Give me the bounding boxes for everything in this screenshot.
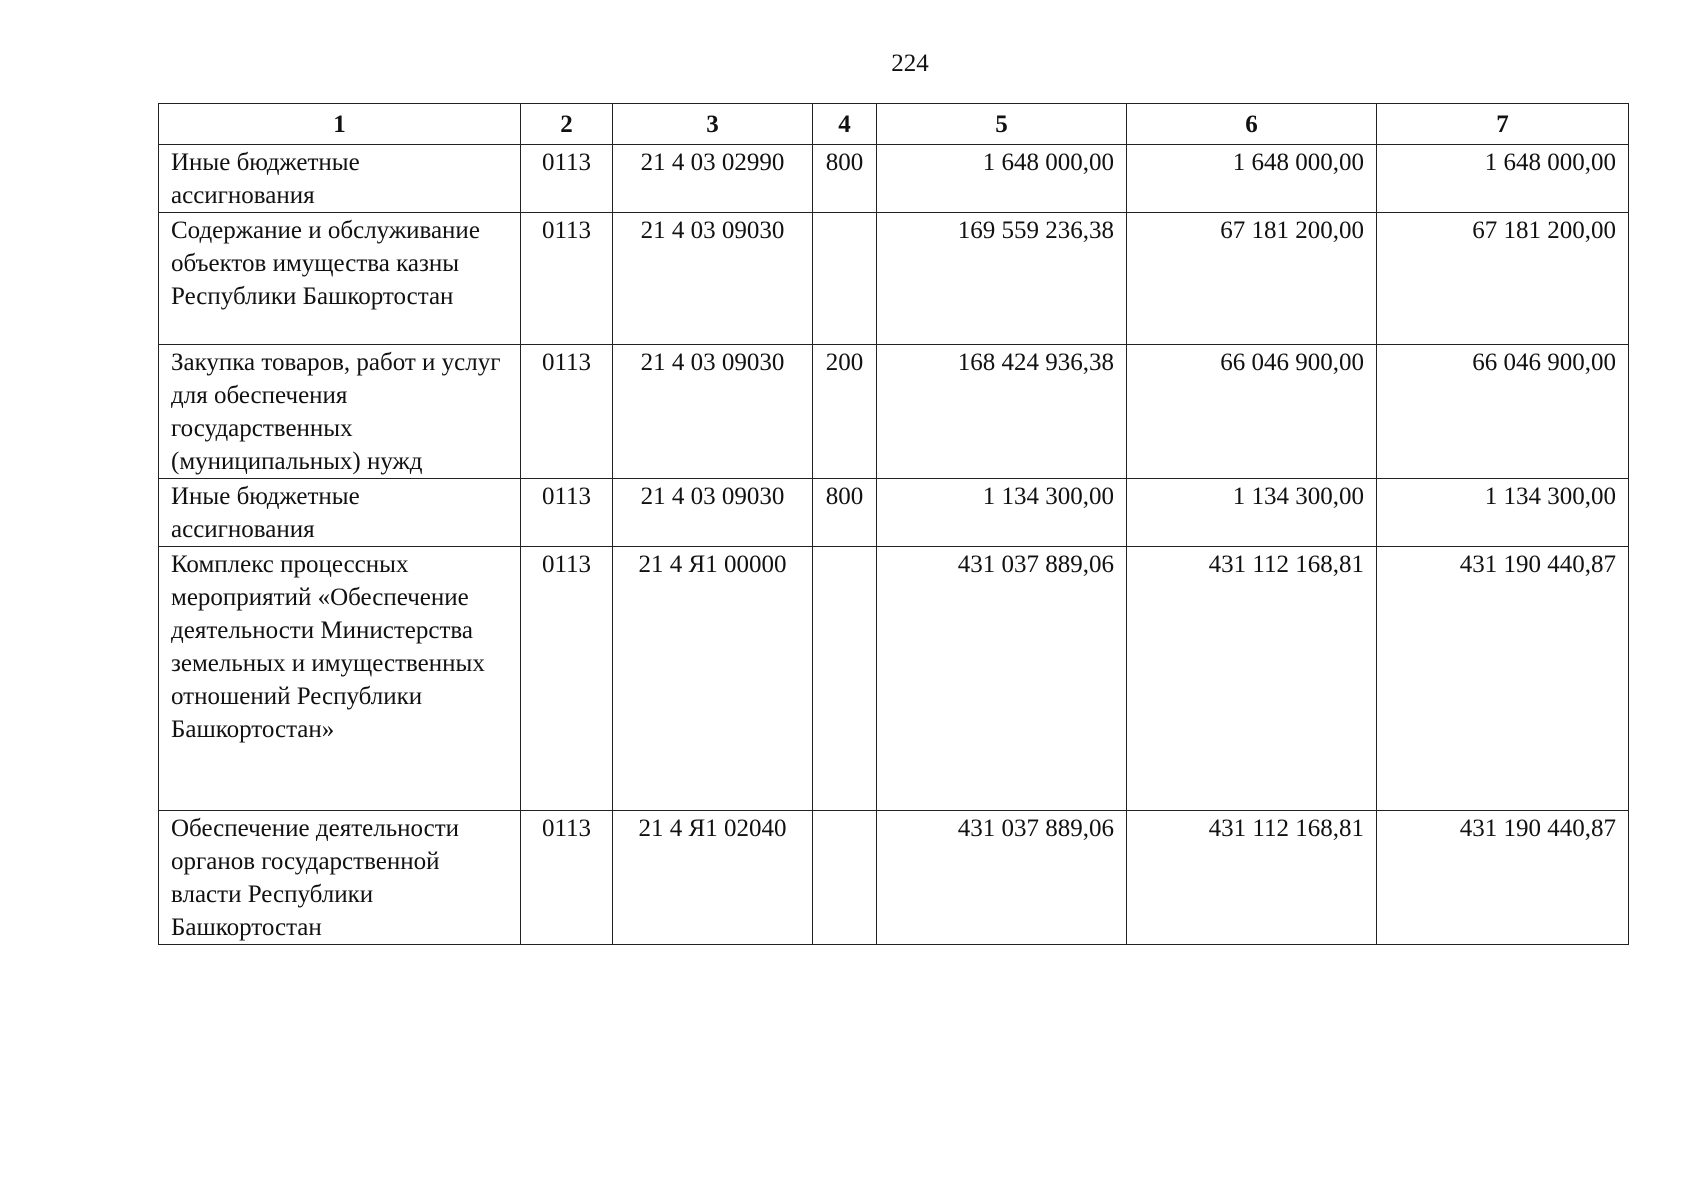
column-header: 1 (159, 104, 521, 145)
column-header: 5 (877, 104, 1127, 145)
row-value-7: 431 190 440,87 (1377, 811, 1629, 945)
row-value-7: 1 648 000,00 (1377, 145, 1629, 213)
table-row (159, 145, 1629, 213)
row-value-5: 169 559 236,38 (877, 213, 1127, 345)
row-value-6: 431 112 168,81 (1127, 547, 1377, 811)
row-value-5: 431 037 889,06 (877, 547, 1127, 811)
header-row (159, 104, 1629, 145)
row-target: 21 4 03 09030 (613, 479, 813, 547)
row-value-7: 67 181 200,00 (1377, 213, 1629, 345)
row-name: Комплекс процессных мероприятий «Обеспечение деятельности Министерства земельных и имущественных отношений Республики Башкортостан» (159, 547, 521, 811)
row-value-6: 67 181 200,00 (1127, 213, 1377, 345)
row-value-6: 66 046 900,00 (1127, 345, 1377, 479)
row-type: 800 (813, 145, 877, 213)
row-target: 21 4 Я1 02040 (613, 811, 813, 945)
row-type (813, 547, 877, 811)
row-value-6: 431 112 168,81 (1127, 811, 1377, 945)
row-name: Иные бюджетные ассигнования (159, 479, 521, 547)
table-row (159, 479, 1629, 547)
row-value-5: 1 648 000,00 (877, 145, 1127, 213)
row-value-5: 431 037 889,06 (877, 811, 1127, 945)
row-name: Содержание и обслуживание объектов имущества казны Республики Башкортостан (159, 213, 521, 345)
row-value-6: 1 134 300,00 (1127, 479, 1377, 547)
table-row (159, 345, 1629, 479)
row-value-7: 431 190 440,87 (1377, 547, 1629, 811)
row-target: 21 4 03 02990 (613, 145, 813, 213)
row-target: 21 4 03 09030 (613, 213, 813, 345)
table-row (159, 213, 1629, 345)
row-value-5: 168 424 936,38 (877, 345, 1127, 479)
page-number: 224 (891, 50, 929, 77)
column-header: 7 (1377, 104, 1629, 145)
column-header: 3 (613, 104, 813, 145)
row-section: 0113 (521, 145, 613, 213)
row-name: Обеспечение деятельности органов государственной власти Республики Башкортостан (159, 811, 521, 945)
row-value-6: 1 648 000,00 (1127, 145, 1377, 213)
row-value-7: 1 134 300,00 (1377, 479, 1629, 547)
row-section: 0113 (521, 547, 613, 811)
column-header: 6 (1127, 104, 1377, 145)
row-section: 0113 (521, 479, 613, 547)
table-row (159, 547, 1629, 811)
row-name: Иные бюджетные ассигнования (159, 145, 521, 213)
row-type (813, 811, 877, 945)
budget-table (158, 103, 1629, 945)
row-target: 21 4 Я1 00000 (613, 547, 813, 811)
row-name: Закупка товаров, работ и услуг для обеспечения государственных (муниципальных) нужд (159, 345, 521, 479)
column-header: 4 (813, 104, 877, 145)
row-target: 21 4 03 09030 (613, 345, 813, 479)
table-row (159, 811, 1629, 945)
row-section: 0113 (521, 213, 613, 345)
row-type (813, 213, 877, 345)
row-value-5: 1 134 300,00 (877, 479, 1127, 547)
row-value-7: 66 046 900,00 (1377, 345, 1629, 479)
row-type: 800 (813, 479, 877, 547)
row-section: 0113 (521, 345, 613, 479)
row-section: 0113 (521, 811, 613, 945)
column-header: 2 (521, 104, 613, 145)
row-type: 200 (813, 345, 877, 479)
